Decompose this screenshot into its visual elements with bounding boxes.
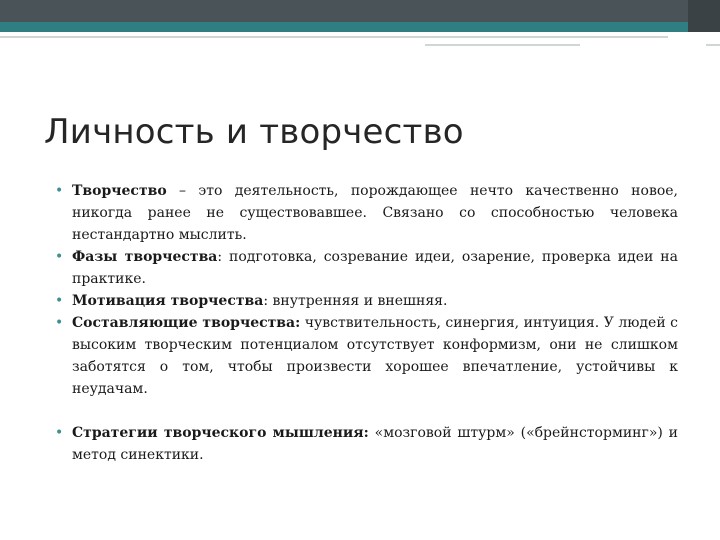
slide-title: Личность и творчество: [44, 112, 464, 152]
bullet-text: чувствительность, синергия, интуиция. У людей с высоким творческим потенциалом отсутствует конформизм, они не слишком заботятся о том, чтобы произвести хорошее впечатление, устойчивы к неудачам.: [72, 315, 678, 397]
bullet-item: [55, 290, 678, 312]
bullet-term: Стратегии творческого мышления:: [72, 425, 369, 441]
bullet-text: – это деятельность, порождающее нечто качественно новое, никогда ранее не существовавшее. Связано со способностью человека нестандартно мыслить.: [72, 183, 678, 243]
corner-block: [688, 0, 720, 32]
bullet-term: Фазы творчества: [72, 249, 218, 265]
bullet-list: [55, 180, 678, 466]
bullet-item: [55, 246, 678, 290]
bullet-term: Мотивация творчества: [72, 293, 264, 309]
bullet-item: [55, 312, 678, 400]
decorative-rule: [425, 44, 580, 46]
bullet-text: : внутренняя и внешняя.: [263, 293, 448, 309]
bullet-term: Творчество: [72, 183, 167, 199]
decorative-rule: [0, 36, 668, 38]
teal-accent-stripe: [0, 22, 720, 32]
bullet-item: [55, 422, 678, 466]
bullet-text: : подготовка, созревание идеи, озарение, проверка идеи на практике.: [72, 249, 678, 287]
bullet-text: «мозговой штурм» («брейнсторминг») и метод синектики.: [72, 425, 679, 463]
bullet-item: [55, 180, 678, 246]
top-decorative-band: [0, 0, 720, 22]
bullet-term: Составляющие творчества:: [72, 315, 301, 331]
decorative-rule: [706, 44, 720, 46]
